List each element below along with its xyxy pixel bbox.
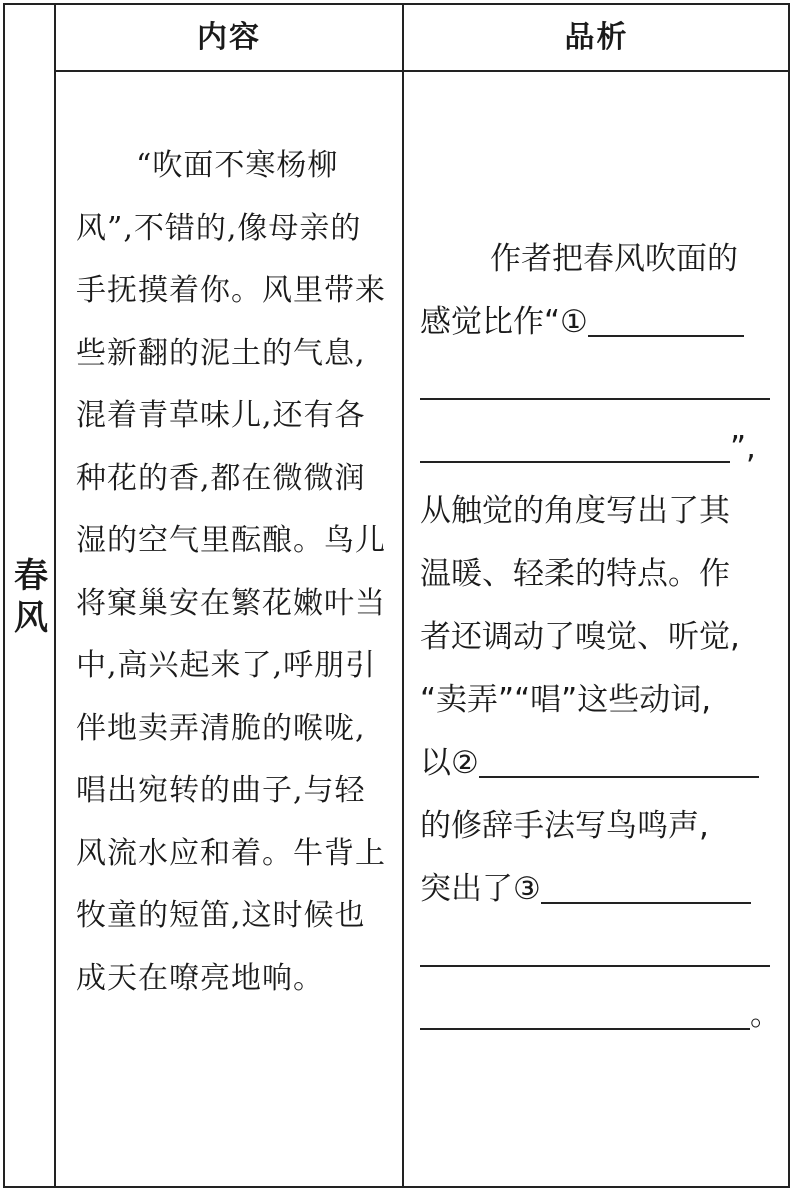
analysis-line-blank-1-end bbox=[420, 417, 772, 480]
answer-blank-2[interactable] bbox=[479, 732, 759, 778]
analysis-line: “卖弄”“唱”这些动词, bbox=[420, 682, 712, 718]
analysis-line: 作者把春风吹面的 bbox=[490, 241, 738, 277]
analysis-line: 者还调动了嗅觉、听觉, bbox=[420, 619, 740, 655]
analysis-line-blank-2 bbox=[420, 732, 772, 795]
analysis-line: 温暖、轻柔的特点。作 bbox=[420, 556, 730, 592]
analysis-line-blank-1-cont bbox=[420, 354, 772, 417]
row-label-text: 春风 bbox=[14, 556, 48, 638]
header-content: 内容 bbox=[197, 20, 261, 55]
answer-blank-1[interactable] bbox=[588, 291, 744, 337]
analysis-text: 突出了③ bbox=[420, 871, 541, 907]
analysis-text: 感觉比作“① bbox=[420, 304, 588, 340]
answer-blank-3[interactable] bbox=[541, 858, 751, 904]
analysis-line-blank-1 bbox=[420, 291, 772, 354]
row-label bbox=[6, 555, 56, 639]
analysis-line-blank-3-cont bbox=[420, 921, 772, 984]
analysis-text: 。 bbox=[750, 997, 781, 1033]
header-divider bbox=[55, 70, 790, 72]
analysis-line-blank-3 bbox=[420, 858, 772, 921]
analysis-line: 的修辞手法写鸟鸣声, bbox=[420, 808, 709, 844]
content-passage bbox=[76, 135, 388, 1010]
header-analysis: 品析 bbox=[564, 20, 629, 55]
content-paragraph: “吹面不寒杨柳风”,不错的,像母亲的手抚摸着你。风里带来些新翻的泥土的气息,混着青草味儿,还有各种花的香,都在微微润湿的空气里酝酿。鸟儿将窠巢安在繁花嫩叶当中,高兴起来了,呼朋引伴地卖弄清脆的喉咙,唱出宛转的曲子,与轻风流水应和着。牛背上牧童的短笛,这时候也成天在嘹亮地响。 bbox=[76, 148, 386, 996]
answer-blank-3-line-2[interactable] bbox=[420, 921, 770, 967]
analysis-line: 从触觉的角度写出了其 bbox=[420, 493, 730, 529]
analysis-passage bbox=[420, 228, 781, 1047]
analysis-text: 以② bbox=[420, 745, 479, 781]
answer-blank-3-line-3[interactable] bbox=[420, 984, 750, 1030]
column-divider-middle bbox=[402, 3, 404, 1188]
answer-blank-1-line-3[interactable] bbox=[420, 417, 730, 463]
analysis-line-blank-3-end bbox=[420, 984, 781, 1047]
answer-blank-1-line-2[interactable] bbox=[420, 354, 770, 400]
analysis-text: ”, bbox=[730, 430, 756, 466]
